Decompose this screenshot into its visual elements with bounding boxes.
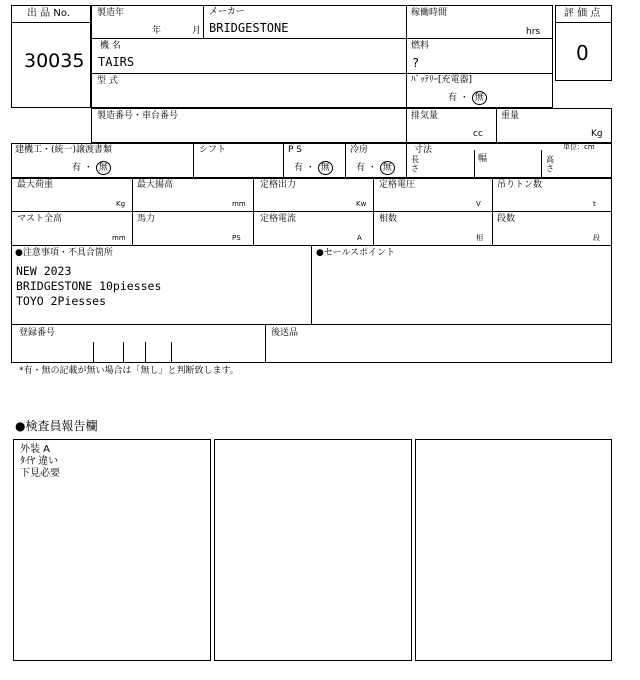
dims-label: 寸法: [414, 145, 433, 155]
notes-line-3: TOYO 2Piesses: [16, 294, 107, 308]
weight-label: 重量: [501, 111, 520, 121]
lot-number-value: 30035: [24, 50, 85, 72]
serial-label: 製造番号・車台番号: [97, 111, 179, 121]
shipping-label: 後送品: [271, 328, 299, 338]
hours-label: 稼働時間: [411, 8, 448, 18]
weight-unit: Kg: [591, 129, 603, 139]
type-label: 型 式: [97, 76, 118, 86]
kenkikou-options: 有 ・ 無: [72, 161, 111, 175]
mast-height-label: マスト全高: [17, 214, 63, 224]
model-value: TAIRS: [98, 55, 135, 69]
registration-label: 登録番号: [19, 328, 56, 338]
rated-voltage-label: 定格電圧: [379, 180, 416, 190]
displacement-label: 排気量: [411, 111, 439, 121]
dims-unit-note: 単位：cm: [563, 143, 595, 151]
rated-output-unit: Kw: [356, 200, 367, 208]
sales-point-label: ●セールスポイント: [316, 248, 396, 258]
notes-line-2: BRIDGESTONE 10piesses: [16, 279, 162, 293]
cooler-options: 有 ・ 無: [356, 161, 395, 175]
shift-label: シフト: [199, 145, 227, 155]
cooler-no-circled: 無: [380, 161, 395, 175]
cooler-label: 冷房: [350, 145, 369, 155]
max-load-label: 最大荷重: [17, 180, 54, 190]
maker-value: BRIDGESTONE: [209, 21, 289, 35]
inspector-line-2: ﾀｲﾔ 違い: [20, 456, 59, 467]
battery-options: 有 ・ 無: [448, 91, 487, 105]
horsepower-label: 馬力: [137, 214, 156, 224]
inspector-box-3: [415, 439, 612, 661]
stages-unit: 段: [593, 234, 600, 242]
rated-voltage-unit: V: [476, 200, 481, 208]
notes-label: ●注意事項・不具合箇所: [15, 248, 113, 258]
mfg-year-tsuki: 月: [192, 26, 202, 36]
dims-height: 高さ: [546, 155, 554, 173]
mfg-year-nen: 年: [152, 26, 162, 36]
crane-tons-unit: t: [593, 200, 596, 208]
lot-number-label: 出 品 No.: [27, 8, 70, 19]
mast-height-unit: mm: [112, 234, 126, 242]
ps-label: P S: [288, 145, 303, 155]
kenkikou-label: 建機工・(統一)譲渡書類: [15, 145, 113, 155]
battery-label: ﾊﾞｯﾃﾘｰ[充電器]: [411, 75, 473, 85]
max-lift-label: 最大揚高: [137, 180, 174, 190]
inspector-box-2: [214, 439, 412, 661]
max-load-unit: Kg: [116, 200, 126, 208]
battery-yes: 有: [448, 93, 458, 103]
inspector-line-1: 外装 A: [20, 444, 51, 455]
rated-current-unit: A: [357, 234, 362, 242]
score-value: 0: [576, 41, 589, 65]
horsepower-unit: PS: [232, 234, 241, 242]
dims-length: 長さ: [411, 155, 419, 173]
mfg-year-label: 製造年: [97, 8, 125, 18]
hours-unit: hrs: [526, 27, 541, 37]
footnote: *有・無の記載が無い場合は「無し」と判断致します。: [19, 366, 239, 376]
fuel-label: 燃料: [411, 41, 430, 51]
rated-output-label: 定格出力: [260, 180, 297, 190]
stages-label: 段数: [497, 214, 516, 224]
rated-current-label: 定格電流: [260, 214, 297, 224]
score-label: 評 価 点: [564, 8, 601, 19]
kenkikou-no-circled: 無: [96, 161, 111, 175]
inspector-line-3: 下見必要: [20, 468, 60, 479]
dims-width: 幅: [478, 154, 488, 164]
max-lift-unit: mm: [232, 200, 246, 208]
phase-unit: 相: [476, 234, 483, 242]
model-label: 機 名: [100, 41, 121, 51]
crane-tons-label: 吊りトン数: [497, 180, 543, 190]
battery-no-circled: 無: [472, 91, 487, 105]
inspector-title: ●検査員報告欄: [15, 419, 98, 433]
displacement-unit: cc: [473, 129, 483, 139]
fuel-value: ?: [412, 56, 420, 70]
ps-options: 有 ・ 無: [294, 161, 333, 175]
ps-no-circled: 無: [318, 161, 333, 175]
notes-line-1: NEW 2023: [16, 264, 72, 278]
maker-label: メーカー: [209, 7, 245, 17]
phase-label: 相数: [379, 214, 398, 224]
